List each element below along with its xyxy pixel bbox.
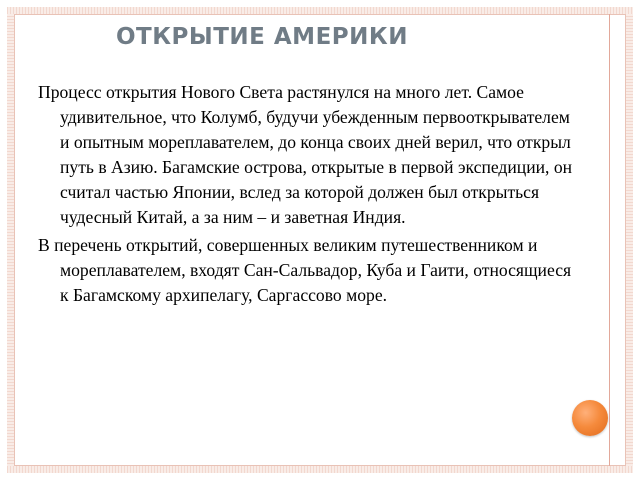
decorative-line	[609, 14, 610, 466]
orange-circle-icon	[572, 400, 608, 436]
slide-body	[38, 80, 578, 311]
paragraph-1: Процесс открытия Нового Света растянулся на много лет. Самое удивительное, что Колумб, будучи убежденным первооткрывателем и опытным мореплавателем, до конца своих дней верил, что открыл путь в Азию. Багамские острова, открытые в первой экспедиции, он считал частью Японии, вслед за которой должен был открыться чудесный Китай, а за ним – и заветная Индия.	[38, 82, 573, 227]
slide-title: ОТКРЫТИЕ АМЕРИКИ	[116, 24, 408, 50]
paragraph-2: В перечень открытий, совершенных великим путешественником и мореплавателем, входят Сан-Сальвадор, Куба и Гаити, относящиеся к Багамскому архипелагу, Саргассово море.	[38, 235, 572, 305]
